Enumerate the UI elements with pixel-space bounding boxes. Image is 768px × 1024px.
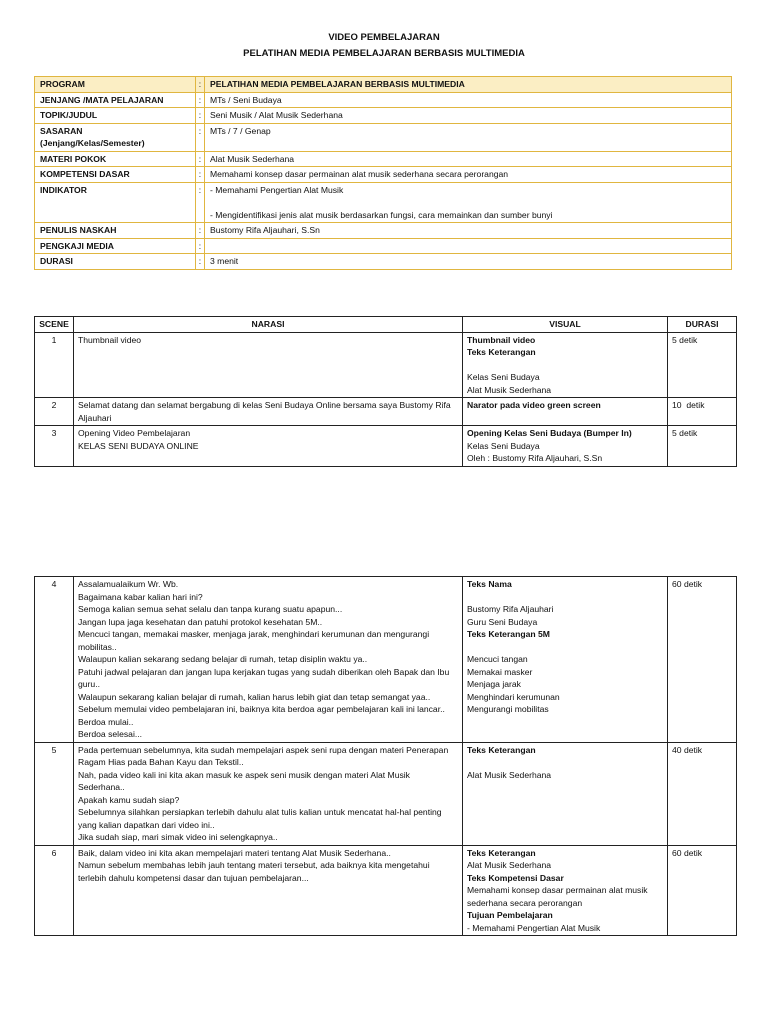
info-colon: : <box>196 167 205 183</box>
doc-title: VIDEO PEMBELAJARAN <box>328 32 440 43</box>
info-colon: : <box>196 92 205 108</box>
info-label: INDIKATOR <box>35 182 196 223</box>
info-label: DURASI <box>35 254 196 270</box>
scene-number: 4 <box>35 577 74 743</box>
info-colon: : <box>196 238 205 254</box>
scene-table-1 <box>34 316 737 467</box>
visual-text: Alat Musik Sederhana <box>467 769 552 780</box>
info-value: Memahami konsep dasar permainan alat musik sederhana secara perorangan <box>205 167 732 183</box>
info-label: JENJANG /MATA PELAJARAN <box>35 92 196 108</box>
scene-row <box>35 332 737 398</box>
info-value: Alat Musik Sederhana <box>205 151 732 167</box>
scene-number: 6 <box>35 845 74 936</box>
info-colon: : <box>196 182 205 223</box>
doc-subtitle: PELATIHAN MEDIA PEMBELAJARAN BERBASIS MULTIMEDIA <box>243 48 525 59</box>
scene-row <box>35 845 737 936</box>
scene-visual <box>463 332 668 398</box>
info-table <box>34 76 732 270</box>
info-value: Seni Musik / Alat Musik Sederhana <box>205 108 732 124</box>
scene-narasi: Assalamualaikum Wr. Wb. Bagaimana kabar kalian hari ini? Semoga kalian semua sehat selalu dan tanpa kurang suatu apapun... Jangan lupa jaga kesehatan dan patuhi protokol kesehatan 5M.. Mencuci tangan, memakai masker, menjaga jarak, menghindari kerumunan dan mengurangi mobilitas.. Walaupun kalian sekarang sedang belajar di rumah, tetap disiplin waktu ya.. Patuhi jadwal pelajaran dan jangan lupa kerjakan tugas yang sudah diberikan oleh Bapak dan Ibu guru.. Walaupun sekarang kalian belajar di rumah, kalian harus lebih giat dan tetap semangat yaa.. Sebelum memulai video pembelajaran ini, baiknya kita berdoa agar pembelajaran kali ini lancar.. Berdoa mulai.. Berdoa selesai... <box>74 577 463 743</box>
scene-visual <box>463 742 668 845</box>
scene-row <box>35 426 737 467</box>
scene-durasi: 60 detik <box>668 577 737 743</box>
col-durasi: DURASI <box>668 317 737 333</box>
scene-durasi: 60 detik <box>668 845 737 936</box>
scene-visual <box>463 398 668 426</box>
visual-text: Kelas Seni Budaya Oleh : Bustomy Rifa Aljauhari, S.Sn <box>467 440 603 463</box>
scene-narasi: Opening Video Pembelajaran KELAS SENI BUDAYA ONLINE <box>74 426 463 467</box>
visual-title: Teks Keterangan <box>467 744 536 755</box>
info-colon: : <box>196 151 205 167</box>
info-colon: : <box>196 77 205 93</box>
info-colon: : <box>196 123 205 151</box>
visual-title: Thumbnail video Teks Keterangan <box>467 334 536 357</box>
info-value: Bustomy Rifa Aljauhari, S.Sn <box>205 223 732 239</box>
info-row <box>35 151 732 167</box>
col-narasi: NARASI <box>74 317 463 333</box>
info-value: - Memahami Pengertian Alat Musik - Mengidentifikasi jenis alat musik berdasarkan fungsi, cara memainkan dan sumber bunyi <box>205 182 732 223</box>
visual-title: Teks Kompetensi Dasar <box>467 872 564 883</box>
info-colon: : <box>196 254 205 270</box>
visual-text: Memahami konsep dasar permainan alat musik sederhana secara perorangan <box>467 885 648 908</box>
info-label: KOMPETENSI DASAR <box>35 167 196 183</box>
info-row <box>35 238 732 254</box>
info-label: SASARAN (Jenjang/Kelas/Semester) <box>35 123 196 151</box>
info-value: PELATIHAN MEDIA PEMBELAJARAN BERBASIS MULTIMEDIA <box>205 77 732 93</box>
info-row <box>35 123 732 151</box>
info-label: PROGRAM <box>35 77 196 93</box>
info-row <box>35 223 732 239</box>
visual-title: Narator pada video green screen <box>467 400 601 410</box>
visual-text: Bustomy Rifa Aljauhari Guru Seni Budaya <box>467 604 554 627</box>
scene-number: 1 <box>35 332 74 398</box>
scene-row <box>35 742 737 845</box>
scene-number: 2 <box>35 398 74 426</box>
visual-text: - Memahami Pengertian Alat Musik <box>467 922 601 933</box>
info-value: 3 menit <box>205 254 732 270</box>
scene-visual <box>463 845 668 936</box>
scene-durasi: 40 detik <box>668 742 737 845</box>
visual-title: Tujuan Pembelajaran <box>467 910 553 920</box>
visual-title: Teks Keterangan 5M <box>467 629 550 639</box>
info-row <box>35 254 732 270</box>
info-label: MATERI POKOK <box>35 151 196 167</box>
scene-visual <box>463 426 668 467</box>
scene-durasi: 5 detik <box>668 332 737 398</box>
info-label: PENGKAJI MEDIA <box>35 238 196 254</box>
scene-number: 3 <box>35 426 74 467</box>
visual-text: Alat Musik Sederhana <box>467 860 552 870</box>
scene-table-2 <box>34 576 737 936</box>
scene-visual <box>463 577 668 743</box>
info-row <box>35 108 732 124</box>
info-label: TOPIK/JUDUL <box>35 108 196 124</box>
info-row <box>35 92 732 108</box>
info-row <box>35 182 732 223</box>
visual-text: Kelas Seni Budaya Alat Musik Sederhana <box>467 372 552 395</box>
info-colon: : <box>196 108 205 124</box>
col-visual: VISUAL <box>463 317 668 333</box>
info-colon: : <box>196 223 205 239</box>
col-scene: SCENE <box>35 317 74 333</box>
visual-title: Teks Nama <box>467 579 512 589</box>
scene-narasi: Pada pertemuan sebelumnya, kita sudah mempelajari aspek seni rupa dengan materi Penerapan Ragam Hias pada Bahan Kayu dan Tekstil.. Nah, pada video kali ini kita akan masuk ke aspek seni musik dengan materi Alat Musik Sederhana.. Apakah kamu sudah siap? Sebelumnya silahkan persiapkan terlebih dahulu alat tulis kalian untuk mencatat hal-hal penting yang kalian dapatkan dari video ini.. Jika sudah siap, mari simak video ini selengkapnya.. <box>74 742 463 845</box>
info-row <box>35 77 732 93</box>
info-label: PENULIS NASKAH <box>35 223 196 239</box>
info-value: MTs / 7 / Genap <box>205 123 732 151</box>
info-value <box>205 238 732 254</box>
visual-title: Opening Kelas Seni Budaya (Bumper In) <box>467 428 632 438</box>
info-value: MTs / Seni Budaya <box>205 92 732 108</box>
scene-durasi: 5 detik <box>668 426 737 467</box>
scene-row <box>35 577 737 743</box>
scene-durasi: 10 detik <box>668 398 737 426</box>
scene-narasi: Selamat datang dan selamat bergabung di kelas Seni Budaya Online bersama saya Bustomy Rifa Aljauhari <box>74 398 463 426</box>
scene-number: 5 <box>35 742 74 845</box>
visual-title: Teks Keterangan <box>467 847 536 858</box>
scene-row <box>35 398 737 426</box>
scene-narasi: Baik, dalam video ini kita akan mempelajari materi tentang Alat Musik Sederhana.. Namun sebelum membahas lebih jauh tentang materi tersebut, ada baiknya kita mengetahui terlebih dahulu kompetensi dasar dan tujuan pembelajaran... <box>74 845 463 936</box>
visual-text: Mencuci tangan Memakai masker Menjaga jarak Menghindari kerumunan Mengurangi mobilitas <box>467 654 560 714</box>
scene-narasi: Thumbnail video <box>74 332 463 398</box>
info-row <box>35 167 732 183</box>
